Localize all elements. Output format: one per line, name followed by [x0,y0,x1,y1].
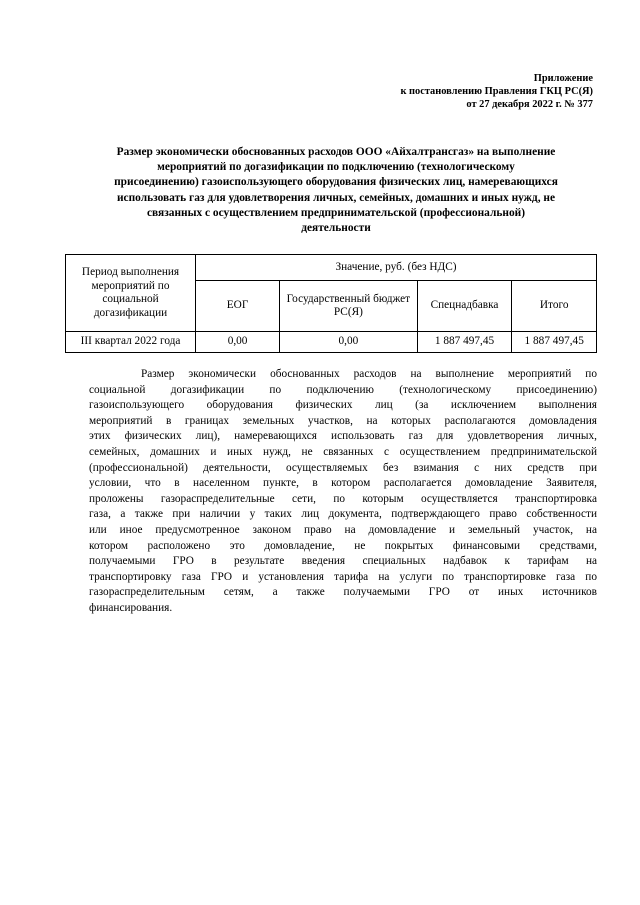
appendix-date-number: от 27 декабря 2022 г. № 377 [466,99,593,110]
paragraph-line: газоиспользующего оборудования физических лиц (за исключением выполнения [89,399,597,412]
value-header: Значение, руб. (без НДС) [196,255,597,281]
total-value-cell: 1 887 497,45 [512,332,597,353]
state-budget-value-cell: 0,00 [280,332,417,353]
paragraph-line: проложены газораспределительные сети, по которым осуществляется транспортировка [89,492,597,505]
paragraph-line: социальной догазификации по подключению (технологическому присоединению) [89,383,597,396]
appendix-label: Приложение [533,73,593,84]
title-line: деятельности [301,222,371,235]
paragraph-line: этих физических лиц), намеревающихся использовать газ для удовлетворения личных, [89,430,597,443]
title-line: присоединению) газоиспользующего оборудования физических лиц, намеревающихся [114,176,558,189]
surcharge-value-cell: 1 887 497,45 [417,332,512,353]
column-header-eog: ЕОГ [196,281,280,332]
title-line: использовать газ для удовлетворения личных, семейных, домашних и иных нужд, не [116,191,556,204]
table-row [66,332,597,353]
appendix-resolution: к постановлению Правления ГКЦ РС(Я) [400,86,593,97]
paragraph-line: или иное предусмотренное законом право на домовладение и земельный участок, на [89,523,597,536]
paragraph-line: транспортировку газа ГРО и установления тарифа на услуги по транспортировке газа по [89,570,597,583]
eog-value-cell: 0,00 [196,332,280,353]
paragraph-line: газа, а также при наличии у таких лиц документа, подтверждающего право собственности [89,508,597,521]
paragraph-line: семейных, домашних и иных нужд, не связанных с осуществлением предпринимательской [89,445,597,458]
table-header-row [66,255,597,281]
paragraph-line: котором расположено это домовладение, не покрытых финансовыми средствами, [89,539,597,552]
paragraph-line: газораспределительным сетям, а также получаемыми ГРО от иных источников [89,586,597,599]
column-header-total: Итого [512,281,597,332]
paragraph-line: получаемыми ГРО в результате введения специальных надбавок к тарифам на [89,555,597,568]
paragraph-line: мероприятий в границах земельных участков, на которых располагаются домовладения [89,414,597,427]
body-paragraph [89,367,597,617]
column-header-surcharge: Спецнадбавка [417,281,512,332]
document-title [66,145,606,236]
expenses-table [65,254,597,353]
title-line: связанных с осуществлением предпринимательской (профессиональной) [146,206,526,219]
paragraph-line: (профессиональной) деятельности, осуществляемых без взимания с них средств при [89,461,597,474]
paragraph-line: Размер экономически обоснованных расходов на выполнение мероприятий по [141,368,597,380]
period-cell: III квартал 2022 года [66,332,196,353]
appendix-header [293,72,593,111]
period-header: Период выполнения мероприятий по социальной догазификации [66,255,196,332]
column-header-state-budget: Государственный бюджет РС(Я) [280,281,417,332]
paragraph-line: финансирования. [89,601,173,614]
title-line: мероприятий по догазификации по подключению (технологическому [157,161,515,174]
title-line: Размер экономически обоснованных расходов ООО «Айхалтрансгаз» на выполнение [116,146,556,158]
paragraph-line: условии, что в населенном пункте, в котором располагается домовладение Заявителя, [89,477,597,490]
